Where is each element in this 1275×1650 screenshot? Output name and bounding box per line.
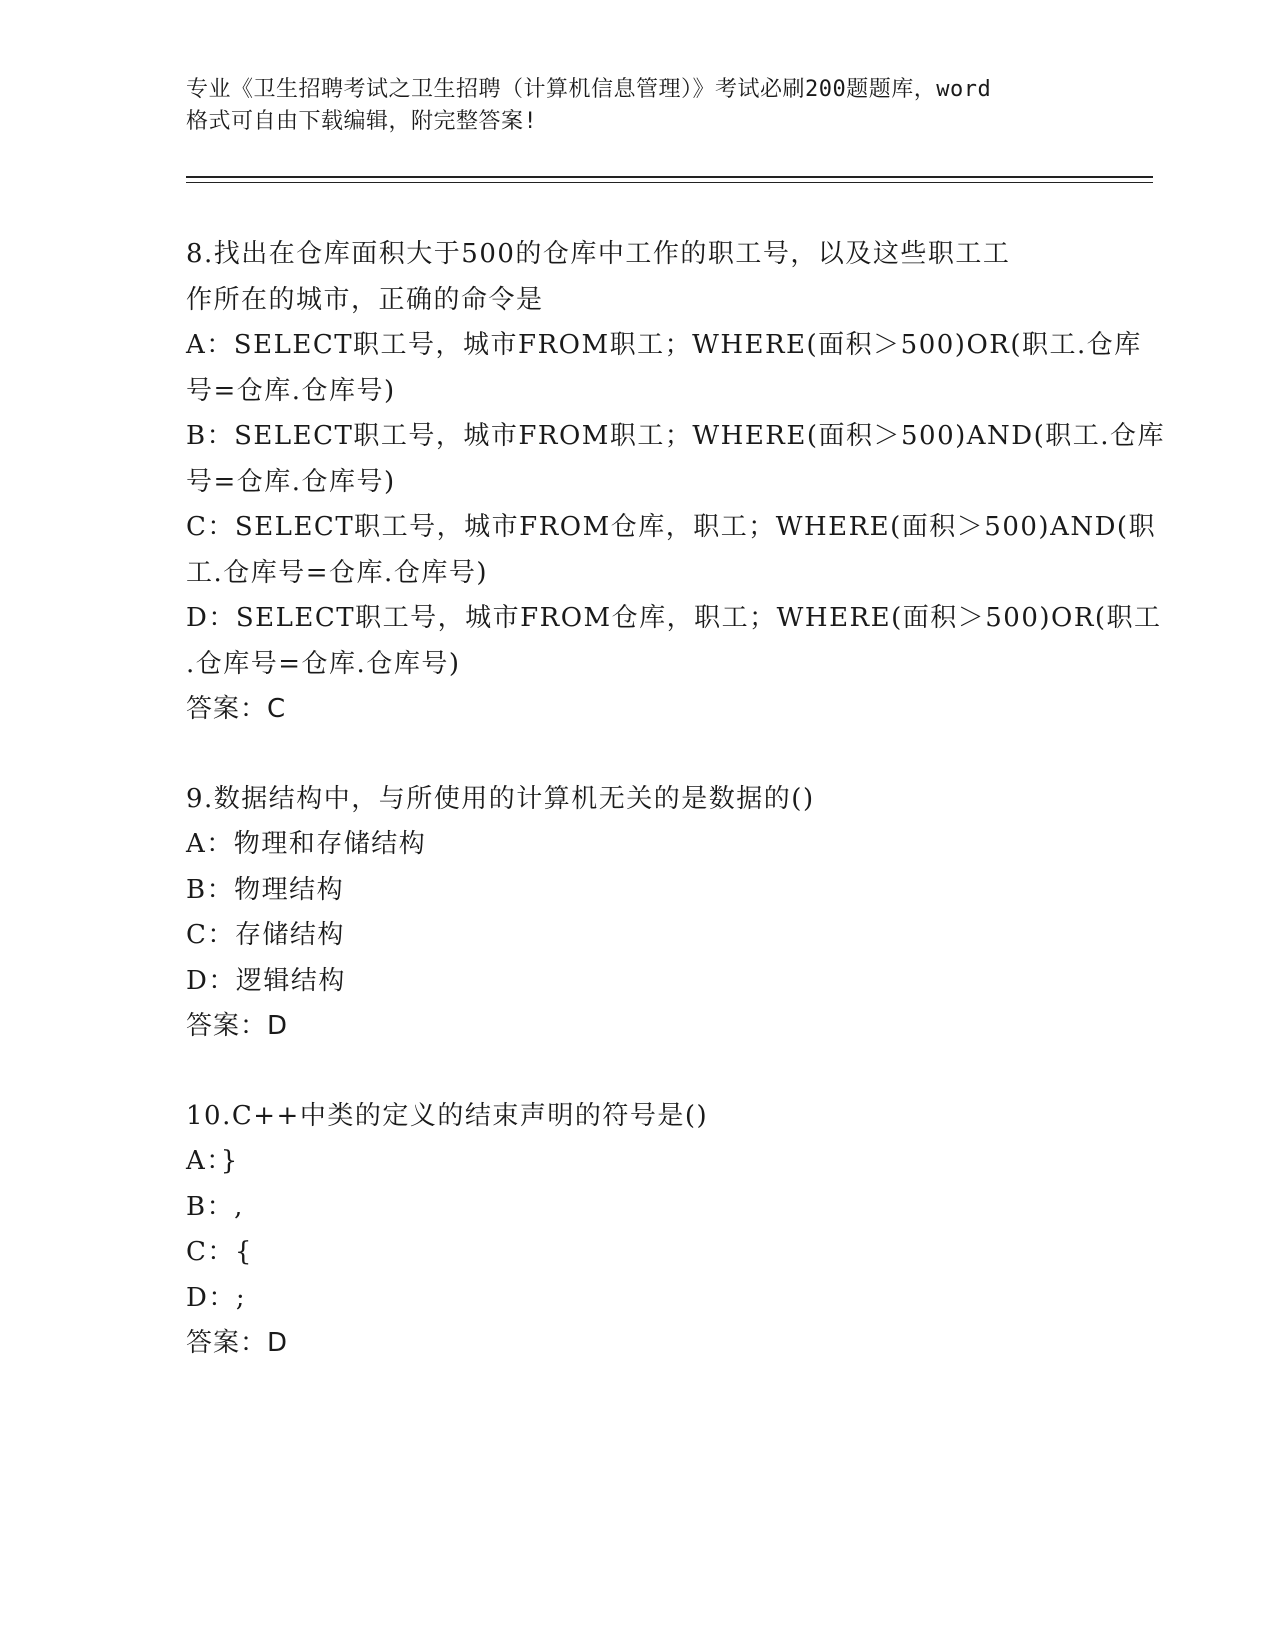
question-9: [186, 777, 1086, 1050]
option-a: A：SELECT职工号，城市FROM职工；WHERE(面积＞500)OR(职工.仓库: [186, 330, 1142, 360]
question-stem-line: 8.找出在仓库面积大于500的仓库中工作的职工号，以及这些职工工: [186, 239, 1011, 269]
option-a-continued: 号=仓库.仓库号): [186, 375, 396, 406]
question-stem-line: 作所在的城市，正确的命令是: [186, 284, 544, 315]
option-b: B：物理结构: [186, 874, 345, 905]
option-c: C：SELECT职工号，城市FROM仓库，职工；WHERE(面积＞500)AND(职: [186, 512, 1157, 542]
answer-label: 答案：D: [186, 1011, 289, 1041]
option-b: B：,: [186, 1191, 244, 1222]
option-a: A：}: [186, 1146, 239, 1176]
option-d: D：;: [186, 1282, 247, 1313]
option-d: D：逻辑结构: [186, 965, 346, 996]
question-stem-line: 10.C++中类的定义的结束声明的符号是(): [186, 1100, 709, 1131]
option-b: B：SELECT职工号，城市FROM职工；WHERE(面积＞500)AND(职工.仓库: [186, 421, 1166, 451]
option-b-continued: 号=仓库.仓库号): [186, 466, 396, 497]
header-line-1: 专业《卫生招聘考试之卫生招聘（计算机信息管理）》考试必刷200题题库，word: [186, 77, 992, 102]
answer-label: 答案：D: [186, 1328, 289, 1358]
option-d: D：SELECT职工号，城市FROM仓库，职工；WHERE(面积＞500)OR(职工: [186, 603, 1162, 633]
option-c-continued: 工.仓库号=仓库.仓库号): [186, 557, 488, 588]
option-c: C：{: [186, 1237, 253, 1267]
question-10: [186, 1094, 1086, 1367]
question-stem-line: 9.数据结构中，与所使用的计算机无关的是数据的(): [186, 783, 815, 814]
answer-label: 答案：C: [186, 694, 287, 724]
question-8: [186, 232, 1166, 733]
option-d-continued: .仓库号=仓库.仓库号): [186, 648, 461, 679]
option-c: C：存储结构: [186, 920, 345, 950]
header-divider-thin: [186, 182, 1153, 183]
question-list: [186, 232, 1166, 1411]
header-divider-thick: [186, 176, 1153, 178]
option-a: A：物理和存储结构: [186, 829, 427, 859]
document-header: [186, 74, 1086, 138]
header-line-2: 格式可自由下载编辑，附完整答案!: [186, 109, 538, 134]
